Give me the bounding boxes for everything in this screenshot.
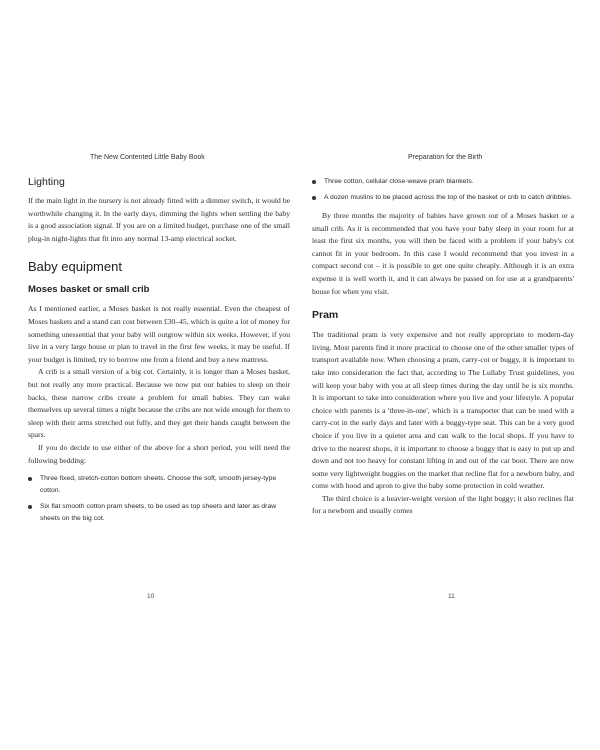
page-number-right: 11 — [448, 593, 455, 600]
bullet-icon — [28, 505, 32, 509]
list-item — [312, 192, 574, 204]
bullet-icon — [312, 180, 316, 184]
pram-paragraph-1: The traditional pram is very expensive and not really appropriate to modern-day living. Most parents find it more practical to choose one of the other smaller types of transport available now. When choosing a pram, carry-cot or buggy, it is important to take into consideration the fact that, according to The Lullaby Trust guidelines, you will keep your baby with you at all sleep times during the day until he is six months. It is important to take into consideration where you live and your lifestyle. A popular choice with parents is a 'three-in-one', which is a transporter that can be used with a carry-cot in the early days and later with a buggy-type seat. This can be a very good choice if you live in a quieter area and can walk to the local shops. If you have to drive to the nearest shops, it is important to choose a buggy that is easy to put up and down and not too heavy for constant lifting in and out of the car boot. There are now some very lightweight buggies on the market that recline flat for a newborn baby, and come with hood and apron to give the baby some protection in cold weather. — [312, 330, 574, 491]
cot-paragraph: By three months the majority of babies have grown out of a Moses basket or a small crib. As it is recommended that you have your baby sleep in your room for at least the first six months, you will then be faced with a problem if your baby's cot cannot fit in your bedroom. In this case I would recommend that you invest in a compact second cot – it is possible to get one quite cheaply. Although it is an extra expense it is well worth it, and it can always be passed on for use at a grandparents' house for when you visit. — [312, 211, 574, 296]
pram-heading: Pram — [312, 309, 339, 322]
baby-equipment-heading: Baby equipment — [28, 259, 122, 275]
left-page — [28, 152, 290, 529]
bedding-list-continued — [312, 176, 574, 204]
moses-paragraph-2: A crib is a small version of a big cot. Certainly, it is longer than a Moses basket, but not really any more practical. Because we now put our babies to sleep on their backs, these narrow cribs create a problem for small babies. They can wake themselves up several times a night because the cribs are not wide enough for them to sleep with their arms stretched out fully, and they get their hands caught between the spars. — [28, 367, 290, 440]
list-item — [28, 473, 290, 497]
bedding-list — [28, 473, 290, 525]
moses-basket-heading: Moses basket or small crib — [28, 284, 150, 296]
lighting-heading: Lighting — [28, 176, 65, 188]
running-head: The New Contented Little Baby Book — [90, 154, 205, 161]
list-item-text: A dozen muslins to be placed across the top of the basket or crib to catch dribbles. — [324, 194, 572, 201]
list-item — [28, 501, 290, 525]
lighting-paragraph: If the main light in the nursery is not already fitted with a dimmer switch, it would be worthwhile changing it. In the early days, dimming the lights when settling the baby is a good association signal. If you are on a limited budget, purchase one of the small plug-in night-lights that fit into any normal 13-amp electrical socket. — [28, 196, 290, 243]
running-head: Preparation for the Birth — [408, 154, 483, 161]
page-number-left: 10 — [147, 593, 155, 600]
moses-paragraph-3: If you do decide to use either of the above for a short period, you will need the following bedding: — [28, 442, 290, 465]
list-item-text: Three fixed, stretch-cotton bottom sheets. Choose the soft, smooth jersey-type cotton. — [40, 475, 277, 495]
list-item — [312, 176, 574, 188]
bullet-icon — [312, 196, 316, 200]
moses-paragraph-1: As I mentioned earlier, a Moses basket is not really essential. Even the cheapest of Moses baskets and a stand can cost between £30–45, which is quite a lot of money for something unessential that your baby will outgrow within six weeks. However, if you live in a very large house or plan to travel in the first few weeks, it may be useful. If your budget is limited, try to borrow one from a friend and buy a new mattress. — [28, 304, 290, 364]
pram-paragraph-2: The third choice is a heavier-weight version of the light buggy; it also reclines flat for a newborn and usually comes — [312, 493, 574, 516]
right-page — [312, 152, 574, 518]
bullet-icon — [28, 477, 32, 481]
list-item-text: Six flat smooth cotton pram sheets, to be used as top sheets and later as draw sheets on the big cot. — [40, 503, 277, 523]
list-item-text: Three cotton, cellular close-weave pram blankets. — [324, 178, 474, 185]
